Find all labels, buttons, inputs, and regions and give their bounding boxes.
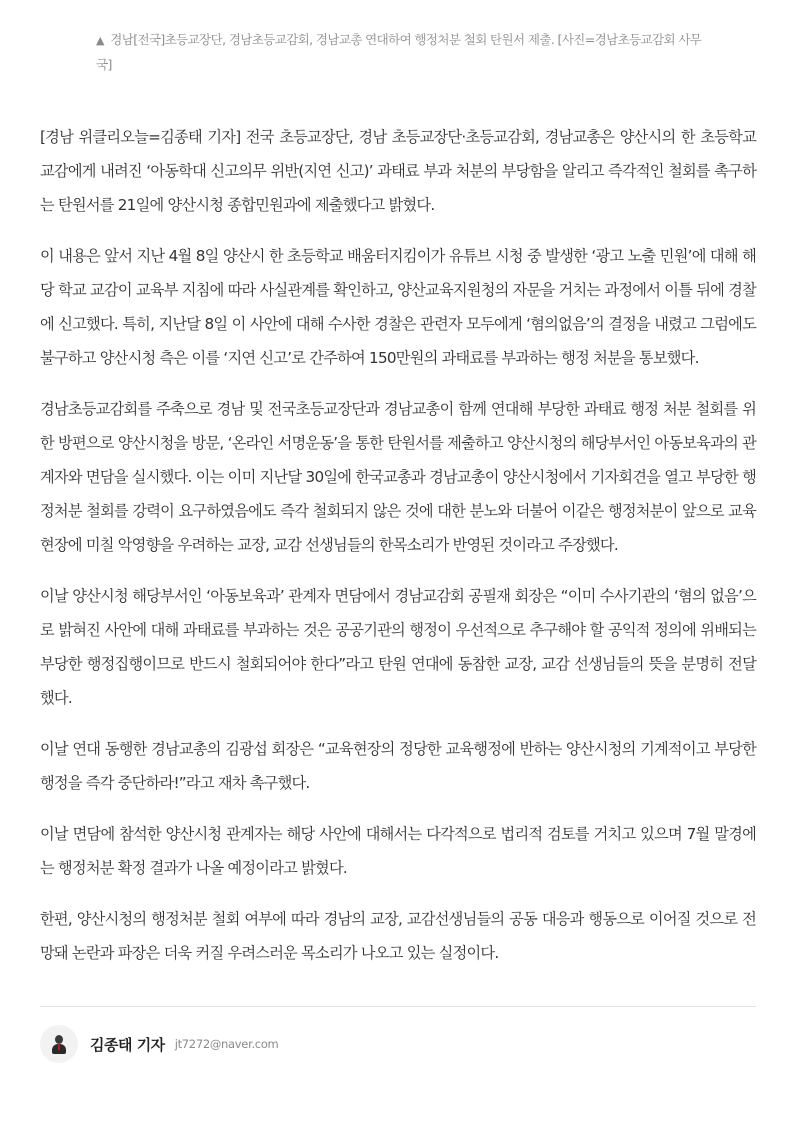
article-body [40, 120, 756, 987]
avatar-head-shape [55, 1035, 63, 1044]
article-paragraph: 경남초등교감회를 주축으로 경남 및 전국초등교장단과 경남교총이 함께 연대해 부당한 과태료 행정 처분 철회를 위한 방편으로 양산시청을 방문, ‘온라인 서명운동’을 통한 탄원서를 제출하고 양산시청의 해당부서인 아동보육과의 관계자와 면담을 실시했다. 이는 이미 지난달 30일에 한국교총과 경남교총이 양산시청에서 기자회견을 열고 부당한 행정처분 철회를 강력이 요구하였음에도 즉각 철회되지 않은 것에 대한 분노와 더불어 이같은 행정처분이 앞으로 교육현장에 미칠 악영향을 우려하는 교장, 교감 선생님들의 한목소리가 반영된 것이라고 주장했다. [40, 400, 756, 554]
reporter-name[interactable]: 김종태 기자 [90, 1035, 165, 1054]
article-paragraph: 이 내용은 앞서 지난 4월 8일 양산시 한 초등학교 배움터지킴이가 유튜브 시청 중 발생한 ‘광고 노출 민원’에 대해 해당 학교 교감이 교육부 지침에 따라 사실관계를 확인하고, 양산교육지원청의 자문을 거치는 과정에서 이틀 뒤에 경찰에 신고했다. 특히, 지난달 8일 이 사안에 대해 수사한 경찰은 관련자 모두에게 ‘혐의없음’의 결정을 내렸고 그럼에도 불구하고 양산시청 측은 이를 ‘지연 신고’로 간주하여 150만원의 과태료를 부과하는 행정 처분을 통보했다. [40, 247, 756, 367]
avatar-tie-shape [58, 1044, 60, 1050]
article-paragraph: 이날 연대 동행한 경남교총의 김광섭 회장은 “교육현장의 정당한 교육행정에 반하는 양산시청의 기계적이고 부당한 행정을 즉각 중단하라!”라고 재차 촉구했다. [40, 740, 756, 792]
photo-caption-text: 경남[전국]초등교장단, 경남초등교감회, 경남교총 연대하여 행정처분 철회 탄원서 제출. [사진=경남초등교감회 사무국] [96, 32, 702, 72]
reporter-byline [40, 1024, 278, 1064]
article-paragraph: 이날 면담에 참석한 양산시청 관계자는 해당 사안에 대해서는 다각적으로 법리적 검토를 거치고 있으며 7월 말경에는 행정처분 확정 결과가 나올 예정이라고 밝혔다. [40, 825, 756, 877]
byline-divider [40, 1006, 756, 1007]
reporter-avatar[interactable] [40, 1025, 78, 1063]
photo-caption [96, 28, 706, 77]
article-paragraph: 한편, 양산시청의 행정처분 철회 여부에 따라 경남의 교장, 교감선생님들의 공동 대응과 행동으로 이어질 것으로 전망돼 논란과 파장은 더욱 커질 우려스러운 목소리가 나오고 있는 실정이다. [40, 910, 756, 962]
caption-marker-icon: ▲ [96, 34, 104, 47]
article-paragraph: 이날 양산시청 해당부서인 ‘아동보육과’ 관계자 면담에서 경남교감회 공필재 회장은 “이미 수사기관의 ‘혐의 없음’으로 밝혀진 사안에 대해 과태료를 부과하는 것은 공공기관의 행정이 우선적으로 추구해야 할 공익적 정의에 위배되는 부당한 행정집행이므로 반드시 철회되어야 한다”라고 탄원 연대에 동참한 교장, 교감 선생님들의 뜻을 분명히 전달했다. [40, 587, 756, 707]
article-paragraph: [경남 위클리오늘=김종태 기자] 전국 초등교장단, 경남 초등교장단·초등교감회, 경남교총은 양산시의 한 초등학교 교감에게 내려진 ‘아동학대 신고의무 위반(지연 신고)’ 과태료 부과 처분의 부당함을 알리고 즉각적인 철회를 촉구하는 탄원서를 21일에 양산시청 종합민원과에 제출했다고 밝혔다. [40, 128, 756, 214]
reporter-email[interactable]: jt7272@naver.com [174, 1037, 279, 1051]
